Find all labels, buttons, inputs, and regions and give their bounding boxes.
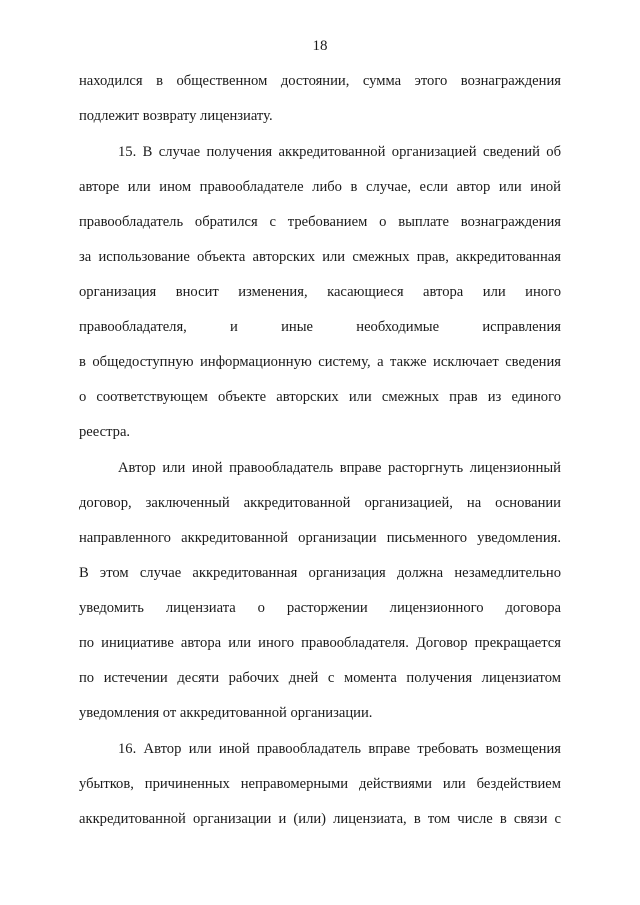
text-line: 16. Автор или иной правообладатель вправе требовать возмещения [118,741,561,757]
text-line: авторе или ином правообладателе либо в случае, если автор или иной [79,179,561,195]
text-line: Автор или иной правообладатель вправе расторгнуть лицензионный [118,460,561,476]
text-line: уведомления от аккредитованной организации. [79,705,373,721]
text-line: правообладатель обратился с требованием о выплате вознаграждения [79,214,561,230]
text-line: правообладателя, и иные необходимые исправления [79,319,561,335]
text-line: по истечении десяти рабочих дней с момента получения лицензиатом [79,670,561,686]
text-line: В этом случае аккредитованная организация должна незамедлительно [79,565,561,581]
text-line: подлежит возврату лицензиату. [79,108,273,124]
page-number: 18 [312,38,328,54]
text-line: реестра. [79,424,131,440]
text-line: организация вносит изменения, касающиеся автора или иного [79,284,561,300]
text-line: убытков, причиненных неправомерными действиями или бездействием [79,776,561,792]
text-line: по инициативе автора или иного правообладателя. Договор прекращается [79,635,561,651]
text-line: договор, заключенный аккредитованной организацией, на основании [79,495,561,511]
text-line: 15. В случае получения аккредитованной организацией сведений об [118,144,561,160]
text-line: аккредитованной организации и (или) лицензиата, в том числе в связи с [79,811,561,827]
text-line: в общедоступную информационную систему, а также исключает сведения [79,354,561,370]
text-line: направленного аккредитованной организации письменного уведомления. [79,530,561,546]
text-line: за использование объекта авторских или смежных прав, аккредитованная [79,249,561,265]
text-line: о соответствующем объекте авторских или смежных прав из единого [79,389,561,405]
text-line: находился в общественном достоянии, сумма этого вознаграждения [79,73,561,89]
text-line: уведомить лицензиата о расторжении лицензионного договора [79,600,561,616]
